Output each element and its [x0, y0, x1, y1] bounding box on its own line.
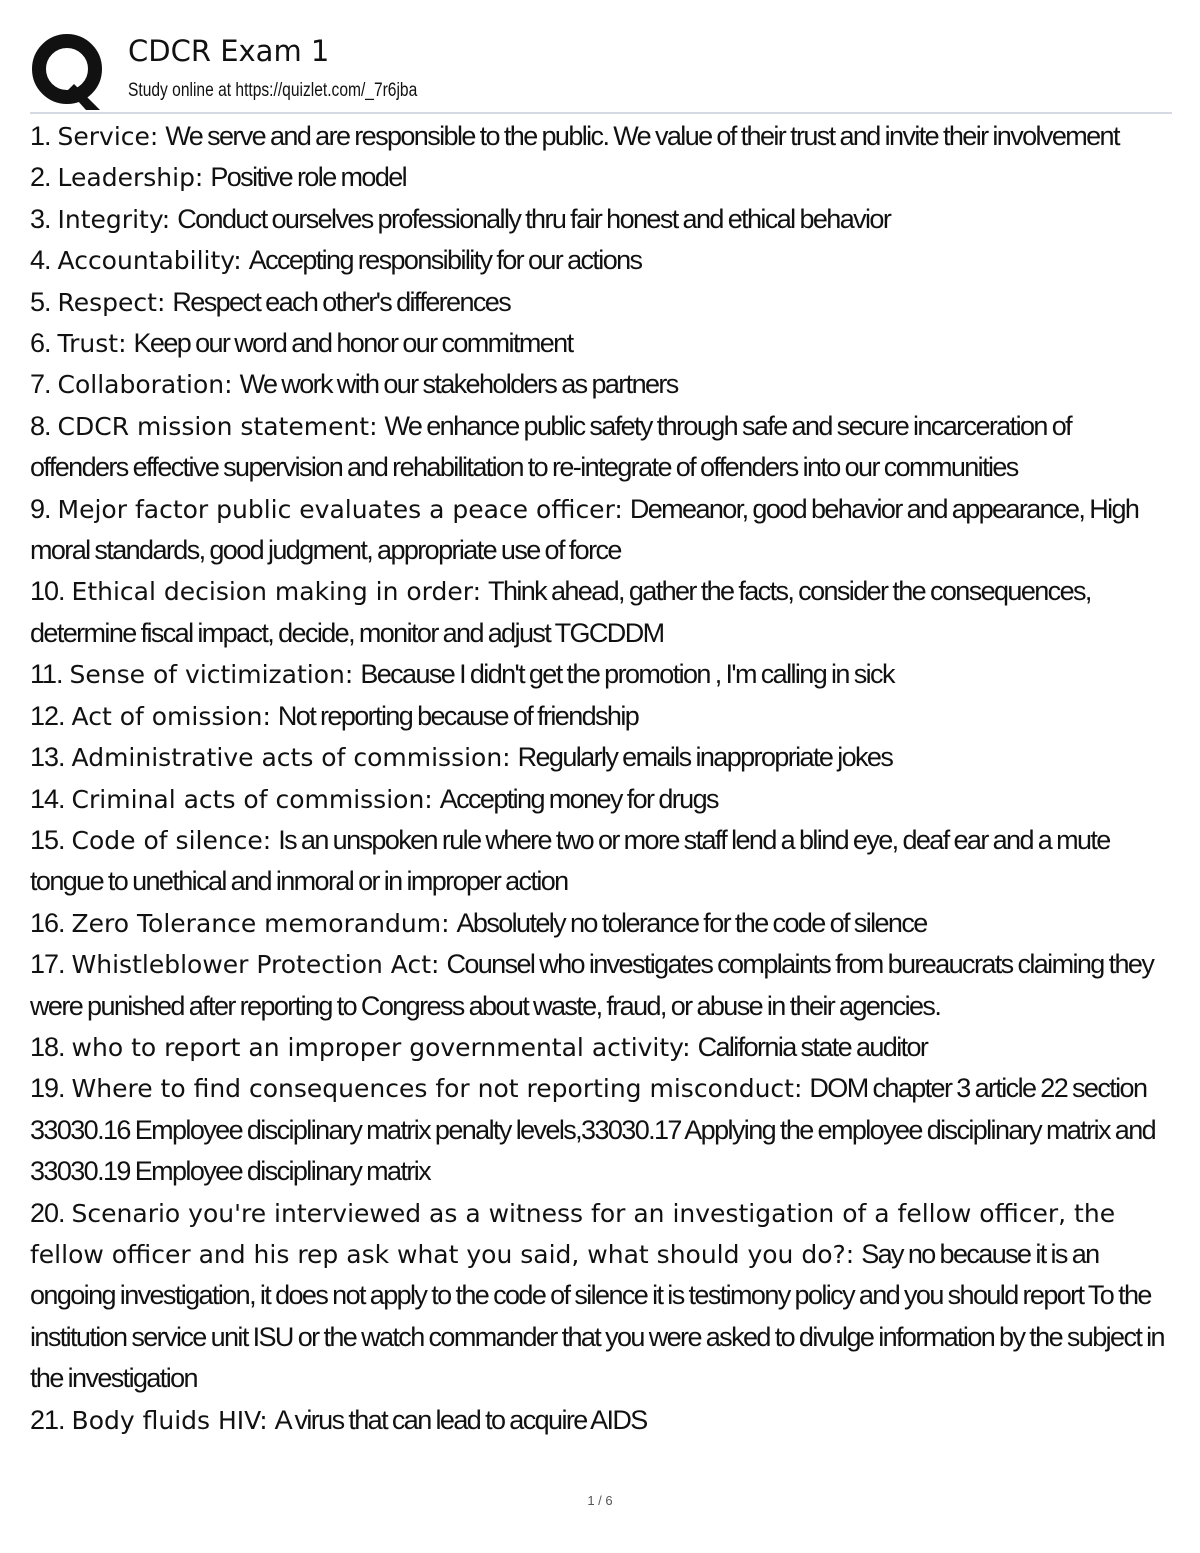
document-header: [30, 28, 1172, 110]
flashcard-item: [30, 406, 1172, 489]
card-number: 19.: [30, 1073, 65, 1104]
card-number: 3.: [30, 203, 51, 234]
flashcard-item: [30, 696, 1172, 737]
card-definition: California state auditor: [697, 1031, 928, 1062]
flashcard-item: [30, 903, 1172, 944]
card-term: Code of silence:: [71, 825, 272, 855]
card-term: Mejor factor public evaluates a peace officer:: [57, 494, 623, 524]
card-number: 15.: [30, 824, 65, 855]
card-definition: Demeanor, good behavior and appearance, High moral standards, good judgment, appropriate use of force: [30, 493, 1139, 566]
flashcard-item: [30, 944, 1172, 1027]
card-term: Service:: [57, 122, 159, 151]
card-term: Zero Tolerance memorandum:: [71, 908, 450, 938]
card-number: 1.: [30, 121, 51, 151]
flashcard-item: [30, 779, 1172, 820]
card-number: 13.: [30, 742, 65, 773]
card-number: 14.: [30, 783, 65, 814]
card-term: Ethical decision making in order:: [71, 577, 482, 607]
card-definition: Positive role model: [210, 162, 407, 193]
card-definition: We work with our stakeholders as partners: [239, 369, 678, 400]
card-definition: Think ahead, gather the facts, consider the consequences, determine fiscal impact, decide, monitor and adjust TGCDDM: [30, 576, 1091, 648]
card-number: 10.: [30, 576, 65, 607]
card-term: Whistleblower Protection Act:: [71, 950, 440, 980]
flashcard-item: [30, 1193, 1172, 1400]
card-term: Respect:: [57, 287, 166, 317]
study-online-link[interactable]: Study online at https://quizlet.com/_7r6jba: [128, 80, 418, 101]
card-number: 17.: [30, 949, 65, 980]
card-term: CDCR mission statement:: [57, 411, 378, 441]
flashcard-item: [30, 820, 1172, 903]
card-number: 20.: [30, 1197, 65, 1228]
card-number: 18.: [30, 1031, 65, 1062]
flashcard-item: [30, 116, 1172, 157]
card-number: 11.: [30, 659, 63, 690]
card-term: Scenario you're interviewed as a witness for an investigation of a fellow officer, the fellow officer and his rep ask what you said, what should you do?:: [30, 1198, 1116, 1269]
flashcard-item: [30, 571, 1172, 654]
flashcard-item: [30, 282, 1172, 323]
card-term: Administrative acts of commission:: [71, 743, 511, 773]
card-term: Trust:: [57, 329, 127, 359]
card-term: Leadership:: [57, 163, 204, 193]
card-definition: Accepting money for drugs: [439, 783, 718, 814]
flashcard-item: [30, 1400, 1172, 1441]
card-number: 9.: [30, 493, 51, 524]
card-definition: Not reporting because of friendship: [277, 700, 639, 731]
flashcard-item: [30, 489, 1172, 572]
card-term: Integrity:: [57, 204, 171, 234]
card-number: 2.: [30, 162, 51, 193]
card-definition: Respect each other's differences: [172, 286, 511, 317]
card-definition: We enhance public safety through safe and secure incarceration of offenders effective supervision and rehabilitation to re-integrate of offenders into our communities: [30, 410, 1072, 483]
card-number: 6.: [30, 328, 51, 359]
card-definition: Counsel who investigates complaints from bureaucrats claiming they were punished after reporting to Congress about waste, fraud, or abuse in their agencies.: [30, 949, 1154, 1021]
card-number: 16.: [30, 907, 65, 938]
flashcard-item: [30, 157, 1172, 198]
page-title: CDCR Exam 1: [128, 34, 330, 68]
card-definition: Accepting responsibility for our actions: [248, 245, 642, 276]
card-number: 21.: [30, 1404, 65, 1435]
card-number: 12.: [30, 700, 65, 731]
card-term: Sense of victimization:: [69, 660, 354, 690]
card-definition: A virus that can lead to acquire AIDS: [274, 1404, 647, 1435]
card-definition: Absolutely no tolerance for the code of silence: [456, 907, 927, 938]
flashcard-list: [30, 116, 1172, 1441]
card-number: 7.: [30, 369, 51, 400]
flashcard-item: [30, 1068, 1172, 1192]
card-number: 8.: [30, 410, 51, 441]
card-term: Criminal acts of commission:: [71, 784, 433, 814]
page-number: 1 / 6: [587, 1493, 613, 1508]
card-definition: DOM chapter 3 article 22 section 33030.16 Employee disciplinary matrix penalty levels,33030.17 Applying the employee disciplinary matrix and 33030.19 Employee disciplinary matrix: [30, 1073, 1156, 1187]
card-term: Accountability:: [57, 246, 242, 276]
card-definition: Conduct ourselves professionally thru fair honest and ethical behavior: [177, 203, 891, 234]
flashcard-item: [30, 240, 1172, 281]
card-definition: Because I didn't get the promotion , I'm calling in sick: [360, 659, 894, 690]
quizlet-logo-icon: [30, 32, 108, 110]
card-term: Act of omission:: [71, 701, 271, 731]
card-number: 5.: [30, 286, 51, 317]
card-definition: Is an unspoken rule where two or more staff lend a blind eye, deaf ear and a mute tongue to unethical and inmoral or in improper action: [30, 824, 1110, 897]
card-number: 4.: [30, 245, 51, 276]
flashcard-item: [30, 199, 1172, 240]
flashcard-item: [30, 364, 1172, 405]
card-definition: Say no because it is an ongoing investigation, it does not apply to the code of silence it is testimony policy and you should report To the institution service unit ISU or the watch commander that you were asked to divulge information by the subject in the investigation: [30, 1238, 1164, 1394]
flashcard-item: [30, 654, 1172, 695]
card-definition: Keep our word and honor our commitment: [133, 328, 573, 359]
card-definition: We serve and are responsible to the public. We value of their trust and invite their involvement: [165, 121, 1119, 151]
flashcard-item: [30, 1027, 1172, 1068]
card-definition: Regularly emails inappropriate jokes: [517, 742, 893, 773]
card-term: who to report an improper governmental activity:: [71, 1032, 691, 1062]
header-divider: [30, 112, 1172, 114]
card-term: Collaboration:: [57, 370, 233, 400]
card-term: Body fluids HIV:: [71, 1405, 268, 1435]
flashcard-item: [30, 323, 1172, 364]
card-term: Where to find consequences for not reporting misconduct:: [71, 1074, 803, 1104]
flashcard-item: [30, 737, 1172, 778]
